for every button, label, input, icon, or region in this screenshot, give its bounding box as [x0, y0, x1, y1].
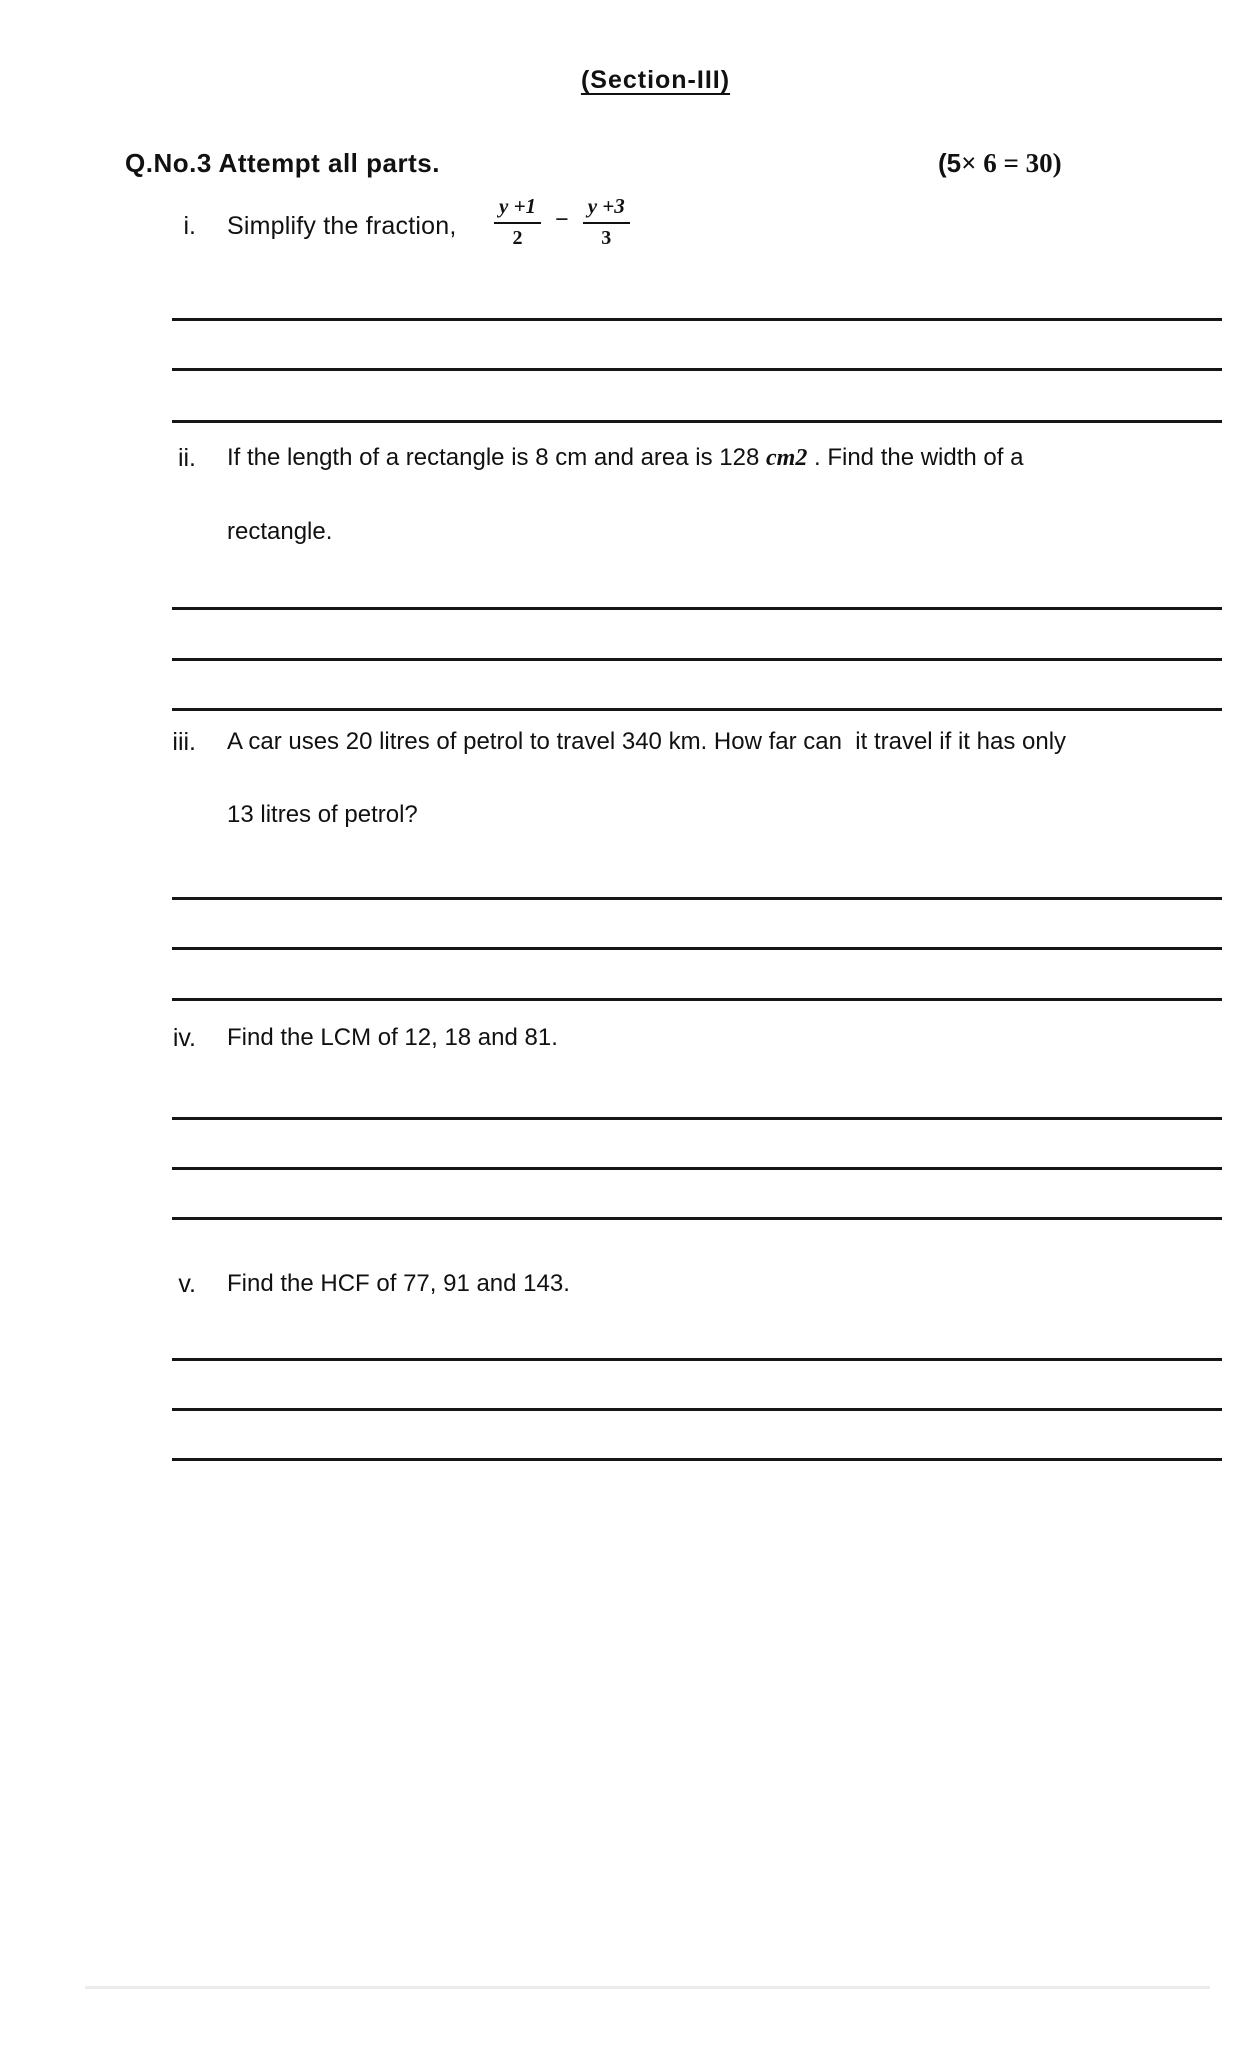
fraction-1: [494, 194, 541, 250]
fraction-2-denominator: 3: [601, 227, 612, 249]
answer-line: [172, 1408, 1222, 1411]
answer-line: [172, 1217, 1222, 1220]
question-ii-line2: rectangle.: [227, 518, 333, 545]
minus-operator: −: [555, 206, 569, 233]
answer-line: [172, 658, 1222, 661]
fraction-2-numerator: y +3: [583, 194, 630, 224]
cm-squared-exponent: 2: [795, 445, 808, 471]
marks-math: × 6 = 30): [961, 148, 1062, 178]
answer-line: [172, 318, 1222, 321]
question-ii-text-b: . Find the width of a: [807, 444, 1024, 471]
question-iii-line1: A car uses 20 litres of petrol to travel 340 km. How far can it travel if it has only: [227, 728, 1067, 755]
answer-line: [172, 708, 1222, 711]
fraction-1-denominator: 2: [512, 227, 523, 249]
question-ii-line1: [227, 444, 1023, 472]
question-number-iii: iii.: [172, 728, 196, 756]
question-header: Q.No.3 Attempt all parts.: [125, 148, 440, 178]
question-number-iv: iv.: [172, 1024, 196, 1052]
fraction-1-numerator: y +1: [494, 194, 541, 224]
answer-line: [172, 947, 1222, 950]
answer-line: [172, 897, 1222, 900]
question-i-prompt: Simplify the fraction,: [227, 212, 457, 240]
marks-label: [938, 148, 1062, 179]
answer-line: [172, 998, 1222, 1001]
answer-line: [172, 420, 1222, 423]
question-i-expression: [494, 194, 630, 250]
fraction-2: [583, 194, 630, 250]
marks-prefix: (5: [938, 148, 962, 178]
answer-line: [172, 1358, 1222, 1361]
section-title: (Section-III): [580, 66, 731, 94]
question-v-prompt: Find the HCF of 77, 91 and 143.: [227, 1270, 570, 1297]
answer-line: [172, 368, 1222, 371]
answer-line: [172, 1167, 1222, 1170]
question-iii-line2: 13 litres of petrol?: [227, 801, 418, 828]
question-number-i: i.: [183, 212, 196, 240]
question-number-v: v.: [178, 1270, 196, 1298]
answer-line: [172, 1458, 1222, 1461]
cm-squared-base: cm: [766, 445, 796, 471]
answer-line: [172, 1117, 1222, 1120]
answer-line: [172, 607, 1222, 610]
page-bottom-divider: [85, 1986, 1210, 1989]
question-ii-text-a: If the length of a rectangle is 8 cm and area is 128: [227, 444, 766, 471]
question-iv-prompt: Find the LCM of 12, 18 and 81.: [227, 1024, 558, 1051]
question-number-ii: ii.: [177, 444, 196, 472]
